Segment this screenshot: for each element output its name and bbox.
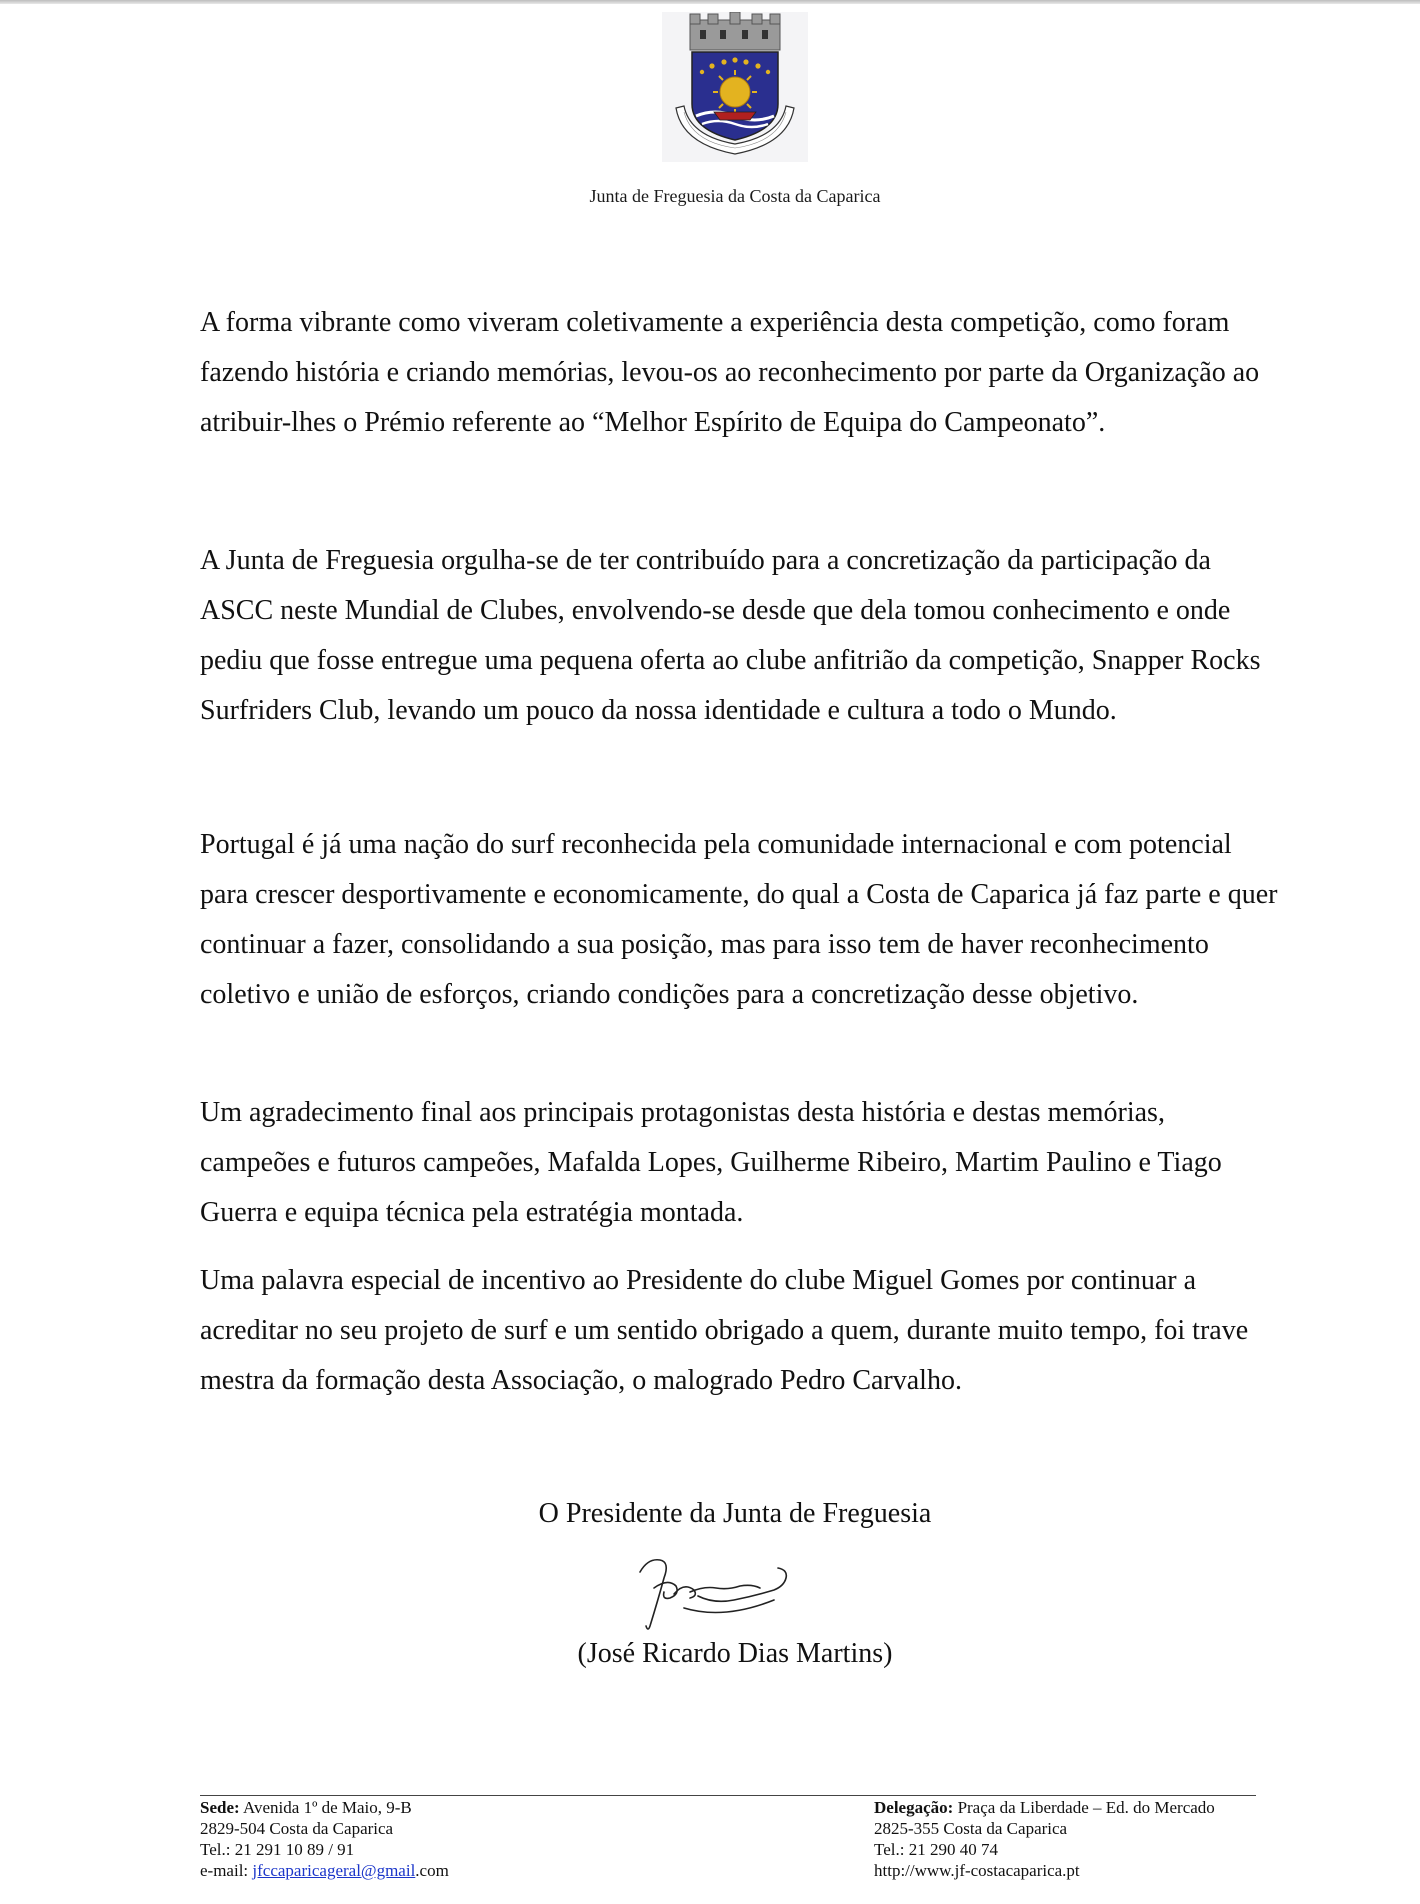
footer-divider (200, 1795, 1256, 1796)
sede-line (200, 1797, 720, 1818)
paragraph-portugal-surf: Portugal é já uma nação do surf reconhecida pela comunidade internacional e com potencial para crescer desportivamente e economicamente, do qual a Costa de Caparica já faz parte e quer continuar a fazer, consolidando a sua posição, mas para isso tem de haver reconhecimento coletivo e união de esforços, criando condições para a concretização desse objetivo. (200, 829, 1278, 1010)
signer-name: (José Ricardo Dias Martins) (577, 1638, 893, 1669)
delegacao-postal: 2825-355 Costa da Caparica (874, 1819, 1068, 1838)
handwritten-signature (624, 1548, 804, 1640)
email-label: e-mail: (200, 1861, 253, 1880)
email-line (200, 1860, 720, 1881)
delegacao-label: Delegação: (874, 1798, 954, 1817)
website-link[interactable]: http://www.jf-costacaparica.pt (874, 1861, 1080, 1880)
page-top-edge (0, 0, 1420, 4)
sede-address: Avenida 1º de Maio, 9-B (239, 1798, 412, 1817)
coat-of-arms-logo (662, 12, 808, 162)
paragraph-special-word: Uma palavra especial de incentivo ao Presidente do clube Miguel Gomes por continuar a acreditar no seu projeto de surf e um sentido obrigado a quem, durante muito tempo, foi trave mestra da formação desta Associação, o malogrado Pedro Carvalho. (200, 1265, 1249, 1396)
paragraph-acknowledgement: Um agradecimento final aos principais protagonistas desta história e destas memórias, campeões e futuros campeões, Mafalda Lopes, Guilherme Ribeiro, Martim Paulino e Tiago Guerra e equipa técnica pela estratégia montada. (200, 1097, 1222, 1228)
organization-name: Junta de Freguesia da Costa da Caparica (589, 186, 881, 206)
email-suffix: .com (415, 1861, 449, 1880)
crest-icon (662, 12, 808, 162)
delegacao-address: Praça da Liberdade – Ed. do Mercado (953, 1798, 1215, 1817)
sede-label: Sede: (200, 1798, 240, 1817)
delegacao-line (874, 1797, 1274, 1818)
signoff-title: O Presidente da Junta de Freguesia (538, 1498, 932, 1529)
email-link[interactable]: jfccaparicageral@gmail (252, 1861, 416, 1880)
footer-delegation (874, 1797, 1274, 1881)
footer-headquarters (200, 1797, 720, 1881)
signature-icon (624, 1548, 804, 1640)
delegacao-phone: Tel.: 21 290 40 74 (874, 1840, 998, 1859)
sede-postal: 2829-504 Costa da Caparica (200, 1819, 394, 1838)
paragraph-contribution: A Junta de Freguesia orgulha-se de ter contribuído para a concretização da participação da ASCC neste Mundial de Clubes, envolvendo-se desde que dela tomou conhecimento e onde pediu que fosse entregue uma pequena oferta ao clube anfitrião da competição, Snapper Rocks Surfriders Club, levando um pouco da nossa identidade e cultura a todo o Mundo. (200, 545, 1261, 726)
paragraph-recognition: A forma vibrante como viveram coletivamente a experiência desta competição, como foram fazendo história e criando memórias, levou-os ao reconhecimento por parte da Organização ao atribuir-lhes o Prémio referente ao “Melhor Espírito de Equipa do Campeonato”. (200, 307, 1260, 438)
sede-phone: Tel.: 21 291 10 89 / 91 (200, 1840, 355, 1859)
